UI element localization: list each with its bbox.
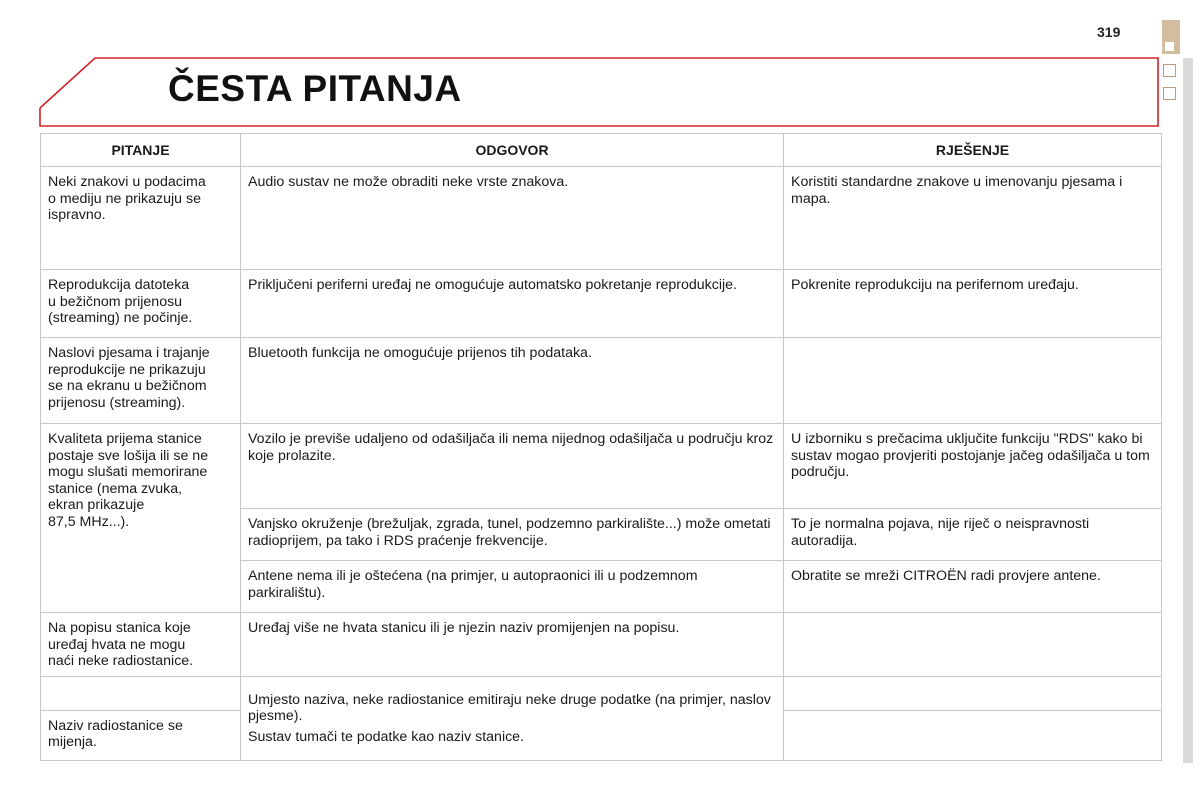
answer-cell: Bluetooth funkcija ne omogućuje prijenos tih podataka. bbox=[241, 338, 784, 424]
page-title: ČESTA PITANJA bbox=[168, 68, 462, 109]
answer-cell: Audio sustav ne može obraditi neke vrste znakova. bbox=[241, 167, 784, 270]
question-cell: Neki znakovi u podacima o mediju ne prikazuju se ispravno. bbox=[41, 167, 241, 270]
answer-cell bbox=[241, 676, 784, 760]
solution-cell: Koristiti standardne znakove u imenovanju pjesama i mapa. bbox=[784, 167, 1162, 270]
answer-paragraph: Umjesto naziva, neke radiostanice emitiraju neke druge podatke (na primjer, naslov pjesme). bbox=[248, 691, 771, 725]
faq-table bbox=[40, 133, 1162, 761]
column-header-question: PITANJE bbox=[41, 134, 241, 167]
answer-paragraph: Sustav tumači te podatke kao naziv stanice. bbox=[248, 728, 525, 745]
answer-cell: Antene nema ili je oštećena (na primjer, u autopraonici ili u podzemnom parkiralištu). bbox=[241, 561, 784, 613]
question-cell: Reprodukcija datoteka u bežičnom prijenosu (streaming) ne počinje. bbox=[41, 270, 241, 338]
solution-cell bbox=[784, 613, 1162, 677]
table-header-row bbox=[41, 134, 1162, 167]
table-row bbox=[41, 270, 1162, 338]
answer-cell: Uređaj više ne hvata stanicu ili je njezin naziv promijenjen na popisu. bbox=[241, 613, 784, 677]
question-cell: Kvaliteta prijema stanice postaje sve lošija ili se ne mogu slušati memorirane stanice (nema zvuka, ekran prikazuje 87,5 MHz...). bbox=[41, 424, 241, 613]
table-row bbox=[41, 676, 1162, 710]
answer-cell: Vozilo je previše udaljeno od odašiljača ili nema nijednog odašiljača u području kroz koje prolazite. bbox=[241, 424, 784, 509]
solution-cell: To je normalna pojava, nije riječ o neispravnosti autoradija. bbox=[784, 509, 1162, 561]
question-cell: Naslovi pjesama i trajanje reprodukcije ne prikazuju se na ekranu u bežičnom prijenosu (streaming). bbox=[41, 338, 241, 424]
answer-cell: Vanjsko okruženje (brežuljak, zgrada, tunel, podzemno parkiralište...) može ometati radioprijem, pa tako i RDS praćenje frekvencije. bbox=[241, 509, 784, 561]
table-row bbox=[41, 167, 1162, 270]
page-number: 319 bbox=[1097, 24, 1121, 40]
solution-cell: Obratite se mreži CITROËN radi provjere antene. bbox=[784, 561, 1162, 613]
solution-cell bbox=[784, 710, 1162, 760]
column-header-answer: ODGOVOR bbox=[241, 134, 784, 167]
solution-cell bbox=[784, 676, 1162, 710]
question-cell: Na popisu stanica koje uređaj hvata ne mogu naći neke radiostanice. bbox=[41, 613, 241, 677]
solution-cell bbox=[784, 338, 1162, 424]
solution-cell: U izborniku s prečacima uključite funkciju "RDS" kako bi sustav mogao provjeriti postojanje jačeg odašiljača u tom području. bbox=[784, 424, 1162, 509]
section-tab-indicator bbox=[1165, 42, 1174, 51]
title-banner bbox=[0, 0, 1165, 130]
table-row bbox=[41, 338, 1162, 424]
question-cell-continued bbox=[41, 676, 241, 710]
page-edge-rule bbox=[1183, 58, 1193, 763]
table-row bbox=[41, 424, 1162, 509]
answer-cell: Priključeni periferni uređaj ne omogućuje automatsko pokretanje reprodukcije. bbox=[241, 270, 784, 338]
table-row bbox=[41, 613, 1162, 677]
solution-cell: Pokrenite reprodukciju na perifernom uređaju. bbox=[784, 270, 1162, 338]
question-cell: Naziv radiostanice se mijenja. bbox=[41, 710, 241, 760]
column-header-solution: RJEŠENJE bbox=[784, 134, 1162, 167]
